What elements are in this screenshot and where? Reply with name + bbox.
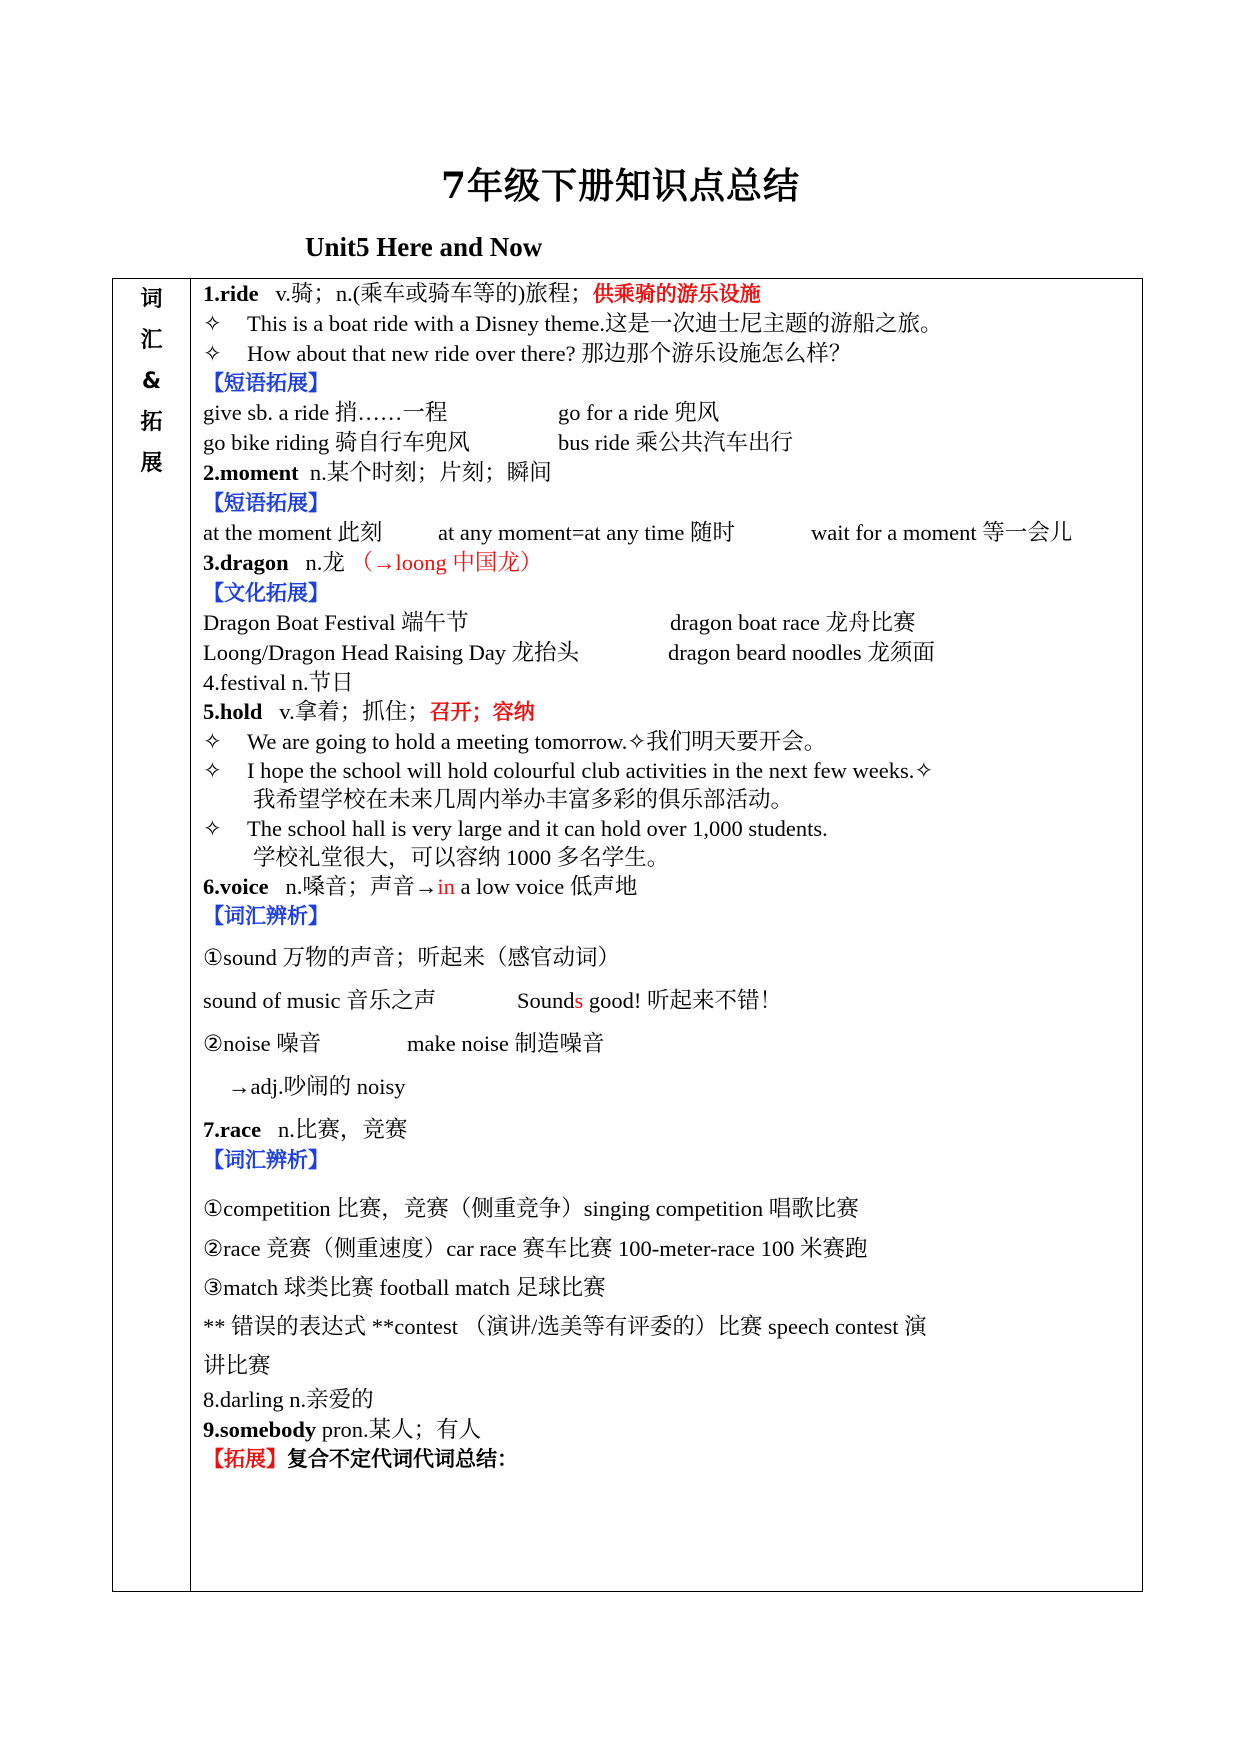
- vocab-note: ②race 竞赛（侧重速度）car race 赛车比赛 100-meter-race 100 米赛跑: [203, 1236, 868, 1261]
- example-translation: 学校礼堂很大，可以容纳 1000 多名学生。: [253, 845, 670, 870]
- phrase-row: Dragon Boat Festival 端午节: [203, 610, 469, 635]
- star-bullet-icon: ✧: [203, 729, 222, 754]
- vocab-note: make noise 制造噪音: [407, 1031, 605, 1056]
- vocab-note: ** 错误的表达式 **contest （演讲/选美等有评委的）比赛 speech contest 演: [203, 1314, 927, 1339]
- column-divider: [190, 279, 191, 1591]
- side-char: 拓: [140, 410, 163, 435]
- side-label: [113, 279, 190, 484]
- phrase-row: at any moment=at any time 随时: [438, 520, 735, 545]
- tag: 【短语拓展】: [203, 491, 329, 515]
- definition: v.骑；n.(乘车或骑车等的)旅程；: [275, 281, 593, 306]
- star-bullet-icon: ✧: [203, 311, 222, 336]
- vocab-note: Sounds good! 听起来不错！: [517, 988, 783, 1013]
- vocab-note: ①competition 比赛，竞赛（侧重竞争）singing competition 唱歌比赛: [203, 1196, 859, 1221]
- phrase-row: wait for a moment 等一会儿: [811, 520, 1073, 545]
- vocab-note: ②noise 噪音: [203, 1031, 322, 1056]
- phrase-row: give sb. a ride 捎……一程: [203, 400, 448, 425]
- tag: 【文化拓展】: [203, 581, 329, 605]
- extension-note: 【拓展】复合不定代词代词总结：: [203, 1447, 518, 1471]
- entry-race: 7.race n.比赛，竞赛: [203, 1117, 408, 1142]
- entry-moment: 2.moment n.某个时刻；片刻；瞬间: [203, 460, 552, 485]
- word: 1.ride: [203, 281, 259, 306]
- entry-festival: 4.festival n.节日: [203, 670, 354, 695]
- page-title: 7年级下册知识点总结: [440, 165, 801, 207]
- tag: 【词汇辨析】: [203, 1148, 329, 1172]
- vocab-note: sound of music 音乐之声: [203, 988, 437, 1013]
- phrase-row: at the moment 此刻: [203, 520, 383, 545]
- star-bullet-icon: ✧: [203, 816, 222, 841]
- star-bullet-icon: ✧: [203, 758, 222, 783]
- vocab-note: →adj.吵闹的 noisy: [228, 1074, 406, 1099]
- tag: 【短语拓展】: [203, 371, 329, 395]
- example: ✧ How about that new ride over there? 那边那个游乐设施怎么样？: [203, 339, 851, 369]
- star-bullet-icon: ✧: [203, 341, 222, 366]
- unit-title: Unit5 Here and Now: [305, 232, 543, 262]
- side-char: &: [141, 369, 162, 394]
- vocab-note: 讲比赛: [203, 1353, 271, 1378]
- side-char: 词: [140, 287, 163, 312]
- side-char: 展: [140, 451, 163, 476]
- example: ✧ The school hall is very large and it can hold over 1,000 students.: [203, 814, 828, 844]
- phrase-row: go for a ride 兜风: [558, 400, 720, 425]
- example: ✧ We are going to hold a meeting tomorrow.✧我们明天要开会。: [203, 727, 826, 757]
- vocab-note: ③match 球类比赛 football match 足球比赛: [203, 1275, 606, 1300]
- tag: 【词汇辨析】: [203, 904, 329, 928]
- side-char: 汇: [140, 328, 163, 353]
- vocab-note: ①sound 万物的声音；听起来（感官动词）: [203, 945, 621, 970]
- entry-voice: 6.voice n.嗓音；声音→in a low voice 低声地: [203, 874, 638, 899]
- example: ✧ I hope the school will hold colourful club activities in the next few weeks.✧: [203, 756, 933, 786]
- entry-hold: 5.hold v.拿着；抓住；召开；容纳: [203, 699, 535, 724]
- entry-ride: [203, 279, 761, 309]
- phrase-row: bus ride 乘公共汽车出行: [558, 430, 793, 455]
- entry-darling: 8.darling n.亲爱的: [203, 1387, 374, 1412]
- example-translation: 我希望学校在未来几周内举办丰富多彩的俱乐部活动。: [253, 787, 794, 812]
- highlight: 供乘骑的游乐设施: [592, 282, 761, 306]
- phrase-row: go bike riding 骑自行车兜风: [203, 430, 470, 455]
- phrase-row: dragon boat race 龙舟比赛: [670, 610, 916, 635]
- phrase-row: Loong/Dragon Head Raising Day 龙抬头: [203, 640, 580, 665]
- entry-somebody: 9.somebody pron.某人；有人: [203, 1417, 482, 1442]
- vocab-table: [112, 278, 1143, 1592]
- example: ✧ This is a boat ride with a Disney theme.这是一次迪士尼主题的游船之旅。: [203, 309, 943, 339]
- entry-dragon: 3.dragon n.龙 （→loong 中国龙）: [203, 550, 543, 575]
- phrase-row: dragon beard noodles 龙须面: [668, 640, 935, 665]
